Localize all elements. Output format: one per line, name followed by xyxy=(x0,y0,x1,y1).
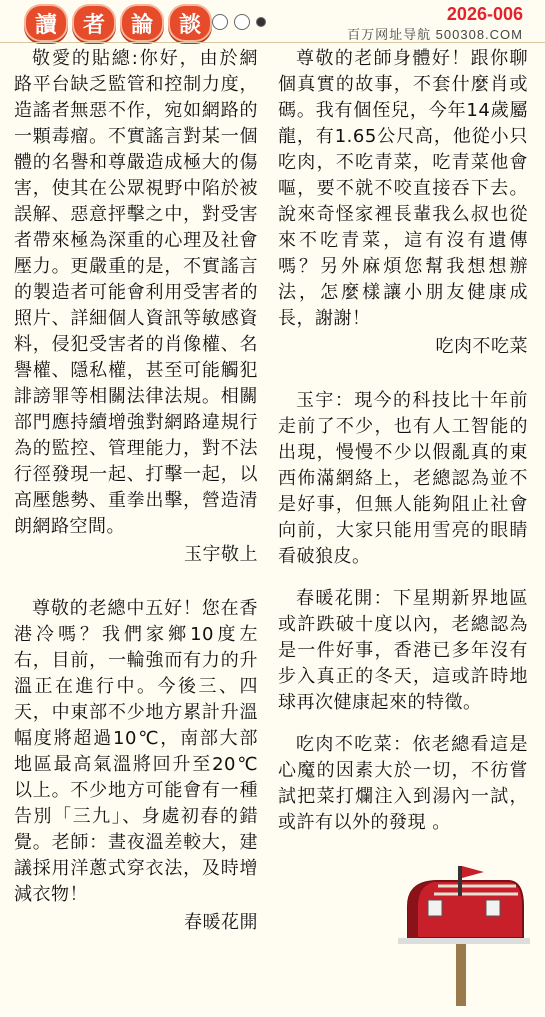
editor-reply: 玉宇：現今的科技比十年前走前了不少，也有人工智能的出現，慢慢不少以假亂真的東西佈滿網絡上，老總認為並不是好事，但無人能夠阻止社會向前，大家只能用雪亮的眼睛看破狼皮。 xyxy=(278,390,528,567)
title-char: 者 xyxy=(72,4,116,42)
header xyxy=(0,0,545,42)
reader-letter: 尊敬的老師身體好！跟你聊個真實的故事，不套什麼肖或碼。我有個侄兒，今年14歲屬龍，有1.65公尺高，他從小只吃肉，不吃青菜，吃青菜他會嘔，要不就不咬直接吞下去。說來奇怪家裡長輩我么叔也從來不吃青菜，這有沒有遺傳嗎？另外麻煩您幫我想想辦法，怎麼樣讓小朋友健康成長，謝謝！ xyxy=(278,48,528,329)
reader-letter: 敬愛的貼總:你好，由於網路平台缺乏監管和控制力度，造謠者無惡不作，宛如網路的一顆毒瘤。不實謠言對某一個體的名譽和尊嚴造成極大的傷害，使其在公眾視野中陷於被誤解、惡意抨擊之中，對受害者帶來極為深重的心理及社會壓力。更嚴重的是，不實謠言的製造者可能會利用受害者的照片、詳細個人資訊等敏感資料，侵犯受害者的肖像權、名譽權、隱私權，甚至可能觸犯誹謗罪等相關法律法規。相關部門應持續增強對網路違規行為的監控、管理能力，對不法行徑發現一起、打擊一起，以高壓態勢、重拳出擊，營造清朗網路空間。 xyxy=(14,48,258,537)
decorative-dots-icon xyxy=(212,14,266,30)
letter-signature: 春暖花開 xyxy=(184,912,258,933)
site-watermark: 百万网址导航 500308.COM xyxy=(347,27,523,42)
circle-icon xyxy=(212,14,228,30)
mailbox-icon xyxy=(398,866,530,1006)
divider xyxy=(0,42,545,43)
circle-icon xyxy=(234,14,250,30)
left-column xyxy=(14,46,258,936)
title-char: 談 xyxy=(168,4,212,42)
editor-reply: 春暖花開：下星期新界地區或許跌破十度以內，老總認為是一件好事，香港已多年沒有步入真正的冬天，這或許時地球再次健康起來的特徵。 xyxy=(278,588,528,713)
editor-reply: 吃肉不吃菜：依老總看這是心魔的因素大於一切，不彷嘗試把菜打爛注入到湯內一試，或許有以外的發現 。 xyxy=(278,734,528,833)
reader-letter: 尊敬的老總中五好！您在香港冷嗎？我們家鄉10度左右，目前，一輪強而有力的升溫正在進行中。今後三、四天，中東部不少地方累計升溫幅度將超過10℃，南部大部地區最高氣溫將回升至20℃以上。不少地方可能會有一種告別「三九」、身處初春的錯覺。老師：晝夜溫差較大，建議採用洋蔥式穿衣法，及時增減衣物！ xyxy=(14,598,258,905)
letter-signature: 玉宇敬上 xyxy=(184,544,258,565)
issue-number: 2026-006 xyxy=(446,4,523,24)
right-column xyxy=(278,46,528,836)
title-char: 論 xyxy=(120,4,164,42)
dot-icon xyxy=(256,17,266,27)
title-char: 讀 xyxy=(24,4,68,42)
column-title xyxy=(24,4,212,42)
letter-signature: 吃肉不吃菜 xyxy=(435,336,528,357)
